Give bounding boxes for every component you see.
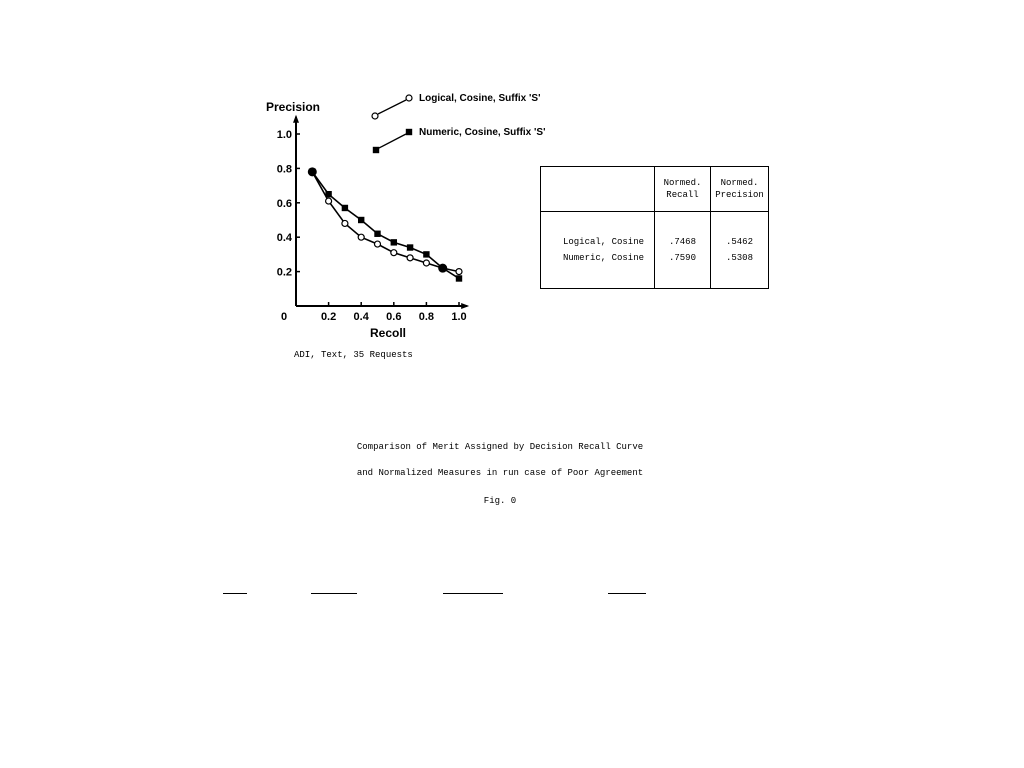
table-header-normed-precision [711,167,769,212]
legend-marker [406,95,412,101]
table-header-line: Precision [715,190,764,200]
legend-marker [406,129,412,135]
figure-label: Fig. 0 [483,496,517,506]
x-tick-label: 1.0 [451,311,467,323]
table-header-normed-recall [655,167,711,212]
data-point [358,234,364,240]
figure-caption-line-2: and Normalized Measures in run case of Poor Agreement [356,468,644,478]
divider-rule [223,593,247,594]
x-tick-label: 0.8 [418,311,435,323]
series-2 [309,169,462,282]
table-cell-precision: .5462 [711,212,769,249]
data-point [456,269,462,275]
data-point [342,220,348,226]
data-point [325,191,331,197]
legend-item [373,127,546,153]
divider-rule [443,593,503,594]
table-cell-recall: .7468 [655,212,711,249]
chart-caption: ADI, Text, 35 Requests [294,350,413,360]
legend-item [372,93,540,119]
table-cell-label: Logical, Cosine [541,212,655,249]
y-axis-title: Precision [265,100,321,114]
origin-label: 0 [280,311,288,323]
x-tick-label: 0.2 [320,311,337,323]
data-point [407,255,413,261]
table-cell-precision: .5308 [711,249,769,289]
series-line [312,172,459,279]
data-point [326,198,332,204]
table-header-line: Normed. [663,178,702,188]
data-point [391,250,397,256]
table-header-row [541,167,769,212]
x-axis-arrow [461,303,469,309]
y-tick-label: 0.6 [276,197,292,210]
data-point [456,275,462,281]
chart-series [308,167,462,281]
x-tick-label: 0.4 [353,311,369,323]
table-header-line: Normed. [720,178,759,188]
data-point [342,205,348,211]
series-line [312,172,459,272]
data-point [391,239,397,245]
legend-label: Logical, Cosine, Suffix 'S' [419,93,541,104]
divider-rule [311,593,357,594]
data-point [358,217,364,223]
table-cell-recall: .7590 [655,249,711,289]
y-tick-label: 0.8 [276,163,292,176]
legend-marker [373,147,379,153]
table-header-line: Recall [666,190,699,200]
data-point [407,244,413,250]
table-row [541,212,769,249]
overlap-point [308,167,317,176]
legend-marker [372,113,378,119]
y-tick-label: 0.4 [276,232,292,245]
table-cell-label: Numeric, Cosine [541,249,655,289]
table-row [541,249,769,289]
normalized-measures-table [540,166,769,289]
data-point [374,231,380,237]
data-point [423,251,429,257]
legend-connector [379,134,406,148]
data-point [375,241,381,247]
legend-connector [378,100,406,114]
overlap-point [438,264,447,273]
x-axis-title: Recoll [369,326,407,340]
chart-legend [372,93,545,153]
y-axis-arrow [293,115,299,123]
x-tick-label: 0.6 [386,311,402,323]
y-tick-label: 0.2 [276,266,292,279]
y-tick-label: 1.0 [276,129,292,141]
divider-rule [608,593,646,594]
legend-label: Numeric, Cosine, Suffix 'S' [419,127,546,138]
figure-caption-line-1: Comparison of Merit Assigned by Decision Recall Curve [356,442,644,452]
table-header-empty [541,167,655,212]
data-point [423,260,429,266]
series-1 [309,169,462,275]
